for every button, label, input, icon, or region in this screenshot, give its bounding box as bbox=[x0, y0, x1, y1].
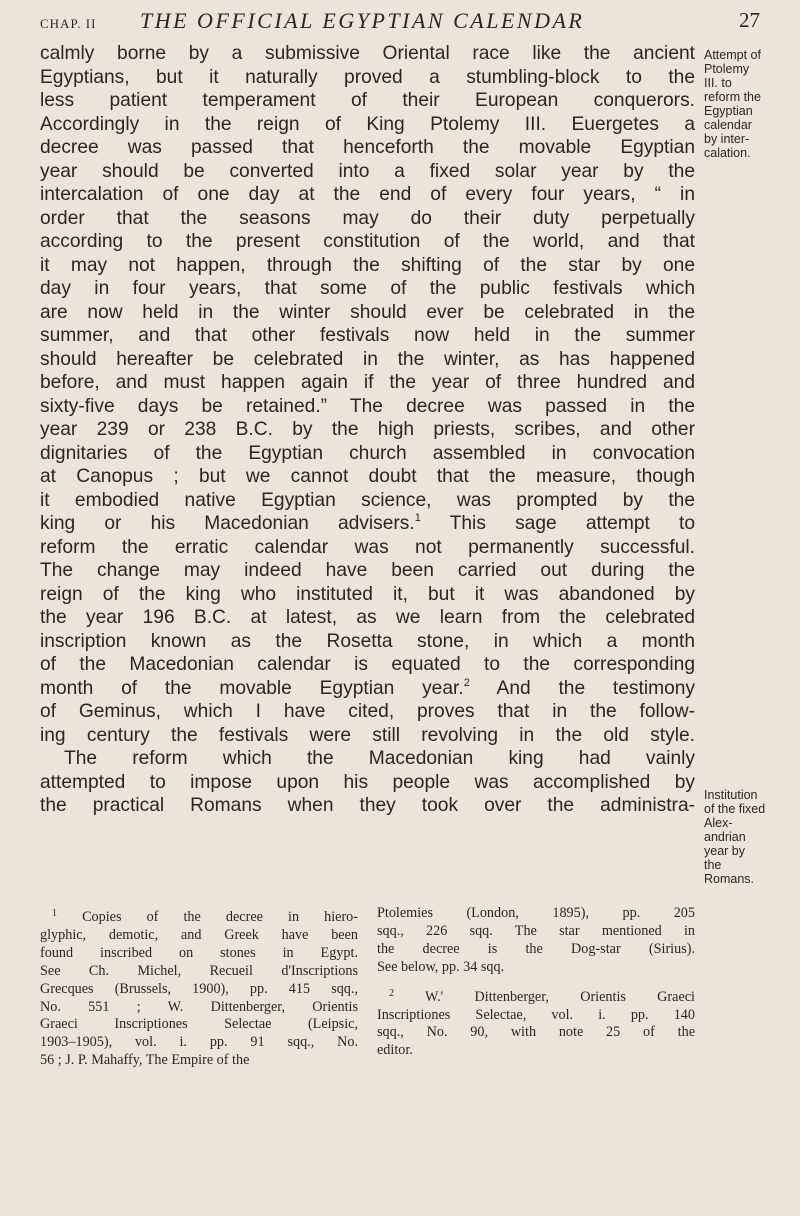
margin-note-line: calation. bbox=[704, 146, 751, 160]
text-line: attempted to impose upon his people was accomplished by bbox=[40, 771, 695, 793]
text-line: inscription known as the Rosetta stone, in which a month bbox=[40, 630, 695, 652]
footnote-line: glyphic, demotic, and Greek have been bbox=[40, 926, 358, 943]
text-line: year should be converted into a fixed solar year by the bbox=[40, 160, 695, 182]
text-line: at Canopus ; but we cannot doubt that the measure, though bbox=[40, 466, 695, 487]
margin-note-ptolemy bbox=[704, 48, 776, 160]
margin-note-line: andrian bbox=[704, 830, 746, 844]
text-line: reform the erratic calendar was not permanently successful. bbox=[40, 536, 695, 558]
text-line: according to the present constitution of the world, and that bbox=[40, 231, 695, 252]
text-line: dignitaries of the Egyptian church assembled in convocation bbox=[40, 442, 695, 464]
margin-note-line: Institution bbox=[704, 788, 758, 802]
footnote-line: $^1$ Copies of the decree in hiero- bbox=[52, 908, 359, 925]
text-line: the year 196 B.C. at latest, as we learn from the celebrated bbox=[40, 607, 695, 628]
margin-note-line: of the fixed bbox=[704, 802, 766, 816]
text-line: it embodied native Egyptian science, was prompted by the bbox=[40, 489, 695, 511]
text-segment: And the testimony bbox=[469, 677, 696, 699]
margin-note-line: by inter- bbox=[704, 132, 750, 146]
footnote-line: $^2$ W.' Dittenberger, Orientis Graeci bbox=[389, 987, 695, 1005]
margin-note-romans bbox=[704, 788, 776, 886]
footnote-mark: 2 bbox=[389, 987, 394, 999]
text-line: day in four years, that some of the public festivals which bbox=[40, 278, 695, 299]
text-line: ing century the festivals were still revolving in the old style. bbox=[40, 724, 695, 746]
margin-note-line: Ptolemy bbox=[704, 62, 750, 76]
footnotes bbox=[40, 905, 695, 1185]
text-line: summer, and that other festivals now held in the summer bbox=[40, 325, 695, 346]
text-line: Accordingly in the reign of King Ptolemy III. Euergetes a bbox=[40, 113, 695, 135]
margin-note-line: Egyptian bbox=[704, 104, 753, 118]
text-line: the practical Romans when they took over the administra- bbox=[40, 795, 695, 816]
text-line: sixty-five days be retained.” The decree was passed in the bbox=[40, 395, 695, 417]
text-line: of the Macedonian calendar is equated to the corresponding bbox=[40, 654, 695, 675]
text-line: intercalation of one day at the end of every four years, “ in bbox=[40, 184, 695, 205]
text-line-with-footnote bbox=[40, 677, 695, 701]
footnote-line: Graeci Inscriptiones Selectae (Leipsic, bbox=[40, 1016, 358, 1033]
text-line: it may not happen, through the shifting of the star by one bbox=[40, 254, 695, 276]
page-number: 27 bbox=[739, 8, 760, 32]
margin-note-line: calendar bbox=[704, 118, 752, 132]
margin-note-line: Romans. bbox=[704, 872, 755, 886]
footnotes-right-column bbox=[377, 905, 695, 1060]
margin-note-line: year by bbox=[704, 844, 745, 858]
chapter-label: CHAP. II bbox=[40, 16, 97, 31]
text-line: before, and must happen again if the year of three hundred and bbox=[40, 372, 695, 393]
margin-note-line: III. to bbox=[704, 76, 732, 90]
footnote-line: sqq., 226 sqq. The star mentioned in bbox=[377, 922, 695, 939]
text-line: should hereafter be celebrated in the winter, as has happened bbox=[40, 348, 695, 370]
text-line: decree was passed that henceforth the movable Egyptian bbox=[40, 137, 695, 158]
text-line: calmly borne by a submissive Oriental race like the ancient bbox=[40, 43, 695, 64]
text-line: The change may indeed have been carried out during the bbox=[40, 560, 695, 581]
running-header bbox=[40, 6, 760, 38]
margin-note-line: the bbox=[704, 858, 722, 872]
footnote-ref: 1 bbox=[414, 512, 421, 524]
footnote-ref: 2 bbox=[463, 676, 470, 689]
margin-note-line: Alex- bbox=[704, 816, 733, 830]
margin-note-line: Attempt of bbox=[704, 48, 761, 62]
footnotes-left-column bbox=[40, 905, 358, 1070]
text-line: Egyptians, but it naturally proved a stumbling-block to the bbox=[40, 66, 695, 88]
text-line: order that the seasons may do their duty perpetually bbox=[40, 207, 695, 229]
footnote-line: Ptolemies (London, 1895), pp. 205 bbox=[377, 905, 695, 921]
text-line: year 239 or 238 B.C. by the high priests, scribes, and other bbox=[40, 419, 695, 440]
running-title: THE OFFICIAL EGYPTIAN CALENDAR bbox=[140, 8, 585, 33]
margin-note-line: reform the bbox=[704, 90, 761, 104]
footnote-line: the decree is the Dog-star (Sirius). bbox=[377, 940, 695, 957]
footnote-line: 56 ; J. P. Mahaffy, The Empire of the bbox=[40, 1052, 250, 1069]
text-line: The reform which the Macedonian king had vainly bbox=[64, 748, 695, 769]
text-segment: king or his Macedonian advisers. bbox=[40, 513, 415, 534]
text-line: reign of the king who instituted it, but it was abandoned by bbox=[40, 583, 695, 605]
footnote-line: See below, pp. 34 sqq. bbox=[377, 958, 505, 975]
main-text bbox=[40, 42, 695, 818]
text-line: of Geminus, which I have cited, proves that in the follow- bbox=[40, 701, 695, 722]
text-line: are now held in the winter should ever be celebrated in the bbox=[40, 301, 695, 323]
footnote-line: sqq., No. 90, with note 25 of the bbox=[377, 1024, 695, 1041]
footnote-line: found inscribed on stones in Egypt. bbox=[40, 944, 358, 961]
text-line-with-footnote bbox=[40, 512, 695, 536]
footnote-line: 1903–1905), vol. i. pp. 91 sqq., No. bbox=[40, 1034, 358, 1051]
footnote-line: Inscriptiones Selectae, vol. i. pp. 140 bbox=[377, 1006, 695, 1023]
footnote-line: No. 551 ; W. Dittenberger, Orientis bbox=[40, 998, 358, 1015]
footnote-line: Grecques (Brussels, 1900), pp. 415 sqq., bbox=[40, 980, 358, 997]
footnote-line: editor. bbox=[377, 1042, 413, 1059]
footnote-line: See Ch. Michel, Recueil d'Inscriptions bbox=[40, 962, 358, 979]
text-segment: month of the movable Egyptian year. bbox=[40, 677, 464, 699]
text-segment: This sage attempt to bbox=[420, 513, 695, 534]
footnote-mark: 1 bbox=[52, 908, 57, 919]
text-line: less patient temperament of their European conquerors. bbox=[40, 90, 695, 111]
